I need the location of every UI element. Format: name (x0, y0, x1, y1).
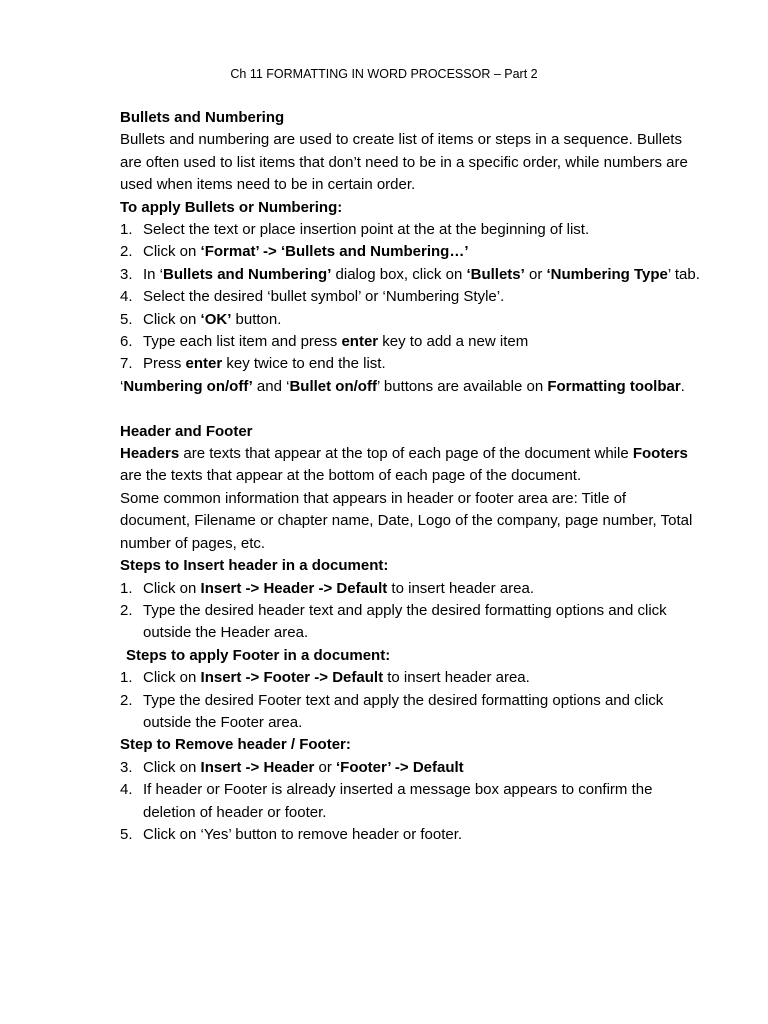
remove-header-footer-heading: Step to Remove header / Footer: (120, 736, 351, 754)
section-heading-header-footer: Header and Footer (120, 422, 253, 440)
bold-text: Insert -> Header (200, 758, 315, 776)
list-item-text (143, 692, 663, 731)
list-item (120, 219, 700, 241)
list-item-number: 2. (120, 691, 133, 709)
text-run: Click on (143, 669, 201, 687)
list-item-text (143, 288, 504, 305)
list-item (120, 667, 700, 689)
list-item (120, 779, 700, 824)
text-run: key to add a new item (378, 333, 529, 351)
list-item-number: 4. (120, 288, 133, 306)
text-run: Type the desired Footer text and apply the desired formatting options and click outside the Footer area. (143, 691, 664, 731)
list-item (120, 353, 700, 375)
list-item-text (143, 355, 386, 372)
list-item (120, 690, 700, 735)
bold-text: ‘Bullets’ (466, 265, 525, 283)
list-item-number: 1. (120, 669, 133, 687)
list-item-number: 4. (120, 781, 133, 799)
text-run: to insert header area. (383, 669, 530, 687)
text-run: Select the desired ‘bullet symbol’ or ‘Numbering Style’. (143, 288, 505, 306)
list-item-text (143, 602, 667, 641)
bold-text: Headers (120, 445, 180, 463)
page-title: Ch 11 FORMATTING IN WORD PROCESSOR – Part 2 (230, 67, 538, 81)
text-run: . (680, 377, 685, 395)
text-run: key twice to end the list. (222, 355, 386, 373)
text-run: Press (143, 355, 186, 373)
bold-text: Bullets and Numbering’ (163, 265, 332, 283)
list-item-text (143, 580, 534, 597)
list-item-text (143, 669, 530, 686)
list-item-text (143, 221, 589, 238)
text-run: dialog box, click on (331, 265, 467, 283)
text-run: Click on ‘Yes’ button to remove header or footer. (143, 825, 463, 843)
text-run: button. (231, 310, 282, 328)
text-run: Type each list item and press (143, 333, 342, 351)
text-run: Type the desired header text and apply the desired formatting options and click outside the Header area. (143, 601, 667, 642)
header-footer-intro (120, 443, 700, 488)
text-run: Click on (143, 579, 201, 597)
text-run: ’ buttons are available on (376, 377, 548, 395)
common-info-paragraph: Some common information that appears in header or footer area are: Title of document, Filename or chapter name, Date, Logo of the company, page number, Total number of pages, etc. (120, 489, 693, 552)
remove-steps-list (120, 757, 700, 847)
list-item-text (143, 826, 462, 843)
list-item-text (143, 311, 281, 328)
bold-text: Insert -> Header -> Default (200, 579, 388, 597)
bold-text: Numbering on/off’ (123, 377, 253, 395)
list-item-number: 3. (120, 758, 133, 776)
list-item (120, 309, 700, 331)
bold-text: ‘Numbering Type (546, 265, 668, 283)
text-run: ’ tab. (667, 265, 700, 283)
list-item-number: 2. (120, 601, 133, 619)
apply-footer-steps-list (120, 667, 700, 734)
list-item-text (143, 243, 468, 260)
list-item (120, 241, 700, 263)
list-item-text (143, 781, 652, 820)
section-heading-bullets: Bullets and Numbering (120, 109, 285, 126)
text-run: and ‘ (252, 377, 290, 395)
list-item-number: 2. (120, 243, 133, 261)
insert-header-heading: Steps to Insert header in a document: (120, 557, 389, 575)
list-item-number: 5. (120, 310, 133, 328)
bold-text: Bullet on/off (289, 377, 377, 395)
apply-footer-heading: Steps to apply Footer in a document: (126, 646, 391, 664)
text-run: If header or Footer is already inserted a message box appears to confirm the deletion of header or footer. (143, 781, 653, 821)
list-item-text (143, 266, 700, 283)
text-run: Click on (143, 310, 201, 328)
text-run: or (524, 265, 547, 283)
list-item-number: 6. (120, 333, 133, 351)
list-item (120, 264, 700, 286)
bullets-intro: Bullets and numbering are used to create list of items or steps in a sequence. Bullets are often used to list items that don’t need to be in a specific order, while numbers are used when items need to be in certain order. (120, 131, 688, 194)
document-body (120, 107, 700, 846)
bold-text: Footers (632, 445, 688, 463)
list-item (120, 578, 700, 600)
list-item-number: 3. (120, 265, 133, 283)
list-item-text (143, 333, 528, 350)
text-run: ‘ (120, 377, 124, 395)
list-item-number: 7. (120, 355, 133, 373)
section-spacer (120, 398, 700, 420)
insert-header-steps-list (120, 578, 700, 645)
text-run: or (314, 758, 337, 776)
bold-text: Insert -> Footer -> Default (200, 669, 384, 687)
text-run: are the texts that appear at the bottom of each page of the document. (120, 467, 582, 485)
text-run: to insert header area. (387, 579, 535, 597)
text-run: In ‘ (143, 265, 164, 283)
text-run: Click on (143, 243, 201, 261)
bold-text: ‘Format’ -> ‘Bullets and Numbering…’ (200, 243, 469, 261)
apply-bullets-heading: To apply Bullets or Numbering: (120, 198, 343, 216)
text-run: Select the text or place insertion point at the at the beginning of list. (143, 221, 590, 239)
bold-text: Formatting toolbar (547, 377, 681, 395)
list-item (120, 757, 700, 779)
bold-text: ‘Footer’ -> Default (336, 758, 464, 776)
bold-text: ‘OK’ (200, 310, 232, 328)
text-run: are texts that appear at the top of each page of the document while (179, 445, 633, 463)
list-item (120, 600, 700, 645)
list-item (120, 286, 700, 308)
text-run: Click on (143, 758, 201, 776)
list-item-number: 1. (120, 579, 133, 597)
list-item (120, 824, 700, 846)
bold-text: enter (185, 355, 223, 373)
list-item-number: 1. (120, 221, 133, 239)
list-item (120, 331, 700, 353)
list-item-number: 5. (120, 825, 133, 843)
list-item-text (143, 759, 464, 776)
toolbar-note (120, 376, 700, 398)
bullets-steps-list (120, 219, 700, 376)
bold-text: enter (341, 333, 379, 351)
